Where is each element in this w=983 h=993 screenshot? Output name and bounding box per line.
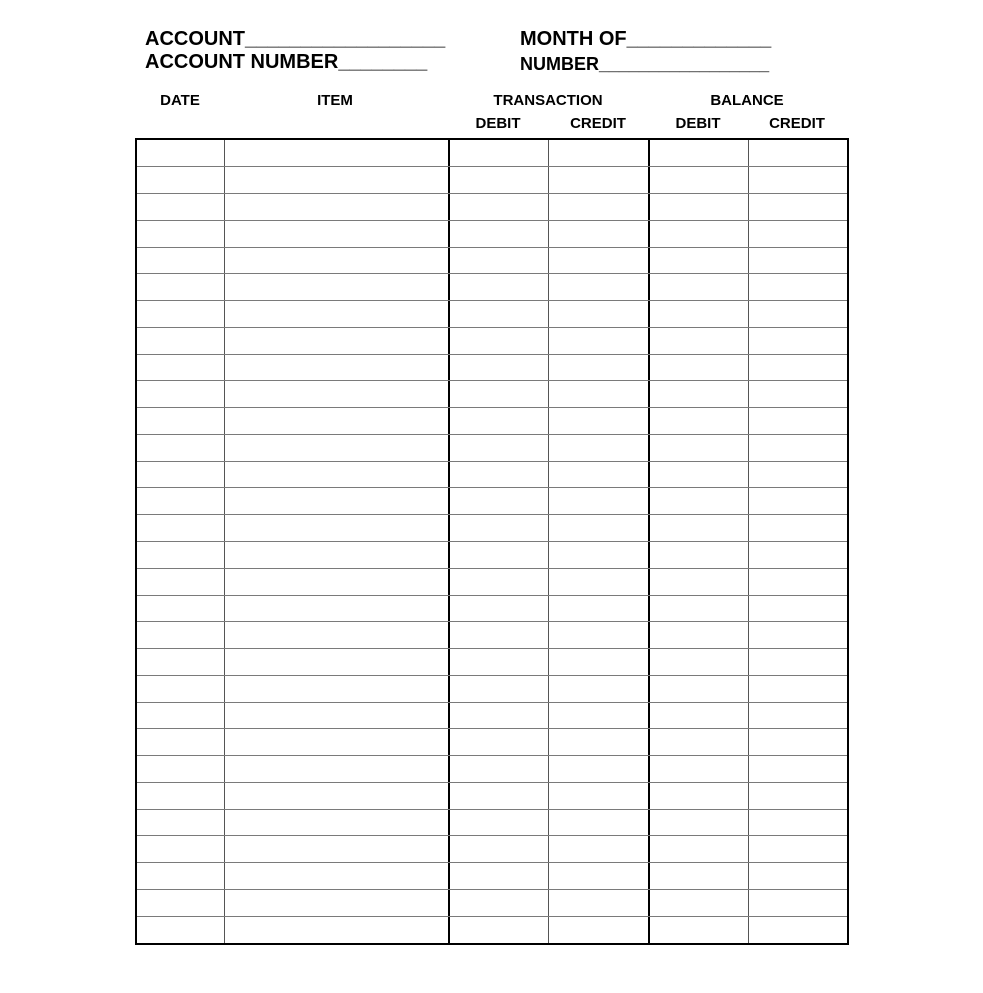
- row-line: [137, 514, 847, 515]
- row-line: [137, 621, 847, 622]
- row-line: [137, 809, 847, 810]
- account-field: ACCOUNT__________________: [145, 28, 446, 50]
- balance-column-header: BALANCE: [710, 92, 784, 109]
- row-line: [137, 300, 847, 301]
- row-line: [137, 728, 847, 729]
- number-field: NUMBER_________________: [520, 54, 770, 74]
- row-line: [137, 220, 847, 221]
- transaction-column-header: TRANSACTION: [493, 92, 603, 109]
- row-line: [137, 541, 847, 542]
- row-line: [137, 648, 847, 649]
- row-line: [137, 354, 847, 355]
- row-line: [137, 889, 847, 890]
- balance-debit-header: DEBIT: [675, 115, 721, 132]
- row-line: [137, 702, 847, 703]
- row-line: [137, 835, 847, 836]
- row-line: [137, 166, 847, 167]
- row-line: [137, 675, 847, 676]
- row-line: [137, 916, 847, 917]
- date-column-header: DATE: [160, 92, 200, 109]
- ledger-grid: [135, 138, 849, 945]
- row-line: [137, 568, 847, 569]
- row-line: [137, 327, 847, 328]
- month-of-field: MONTH OF_____________: [520, 28, 772, 50]
- row-line: [137, 595, 847, 596]
- row-line: [137, 193, 847, 194]
- row-line: [137, 461, 847, 462]
- row-line: [137, 247, 847, 248]
- row-line: [137, 434, 847, 435]
- row-line: [137, 273, 847, 274]
- row-line: [137, 407, 847, 408]
- row-line: [137, 755, 847, 756]
- transaction-debit-header: DEBIT: [475, 115, 521, 132]
- account-number-field: ACCOUNT NUMBER________: [145, 51, 428, 73]
- row-line: [137, 487, 847, 488]
- item-column-header: ITEM: [317, 92, 353, 109]
- row-line: [137, 782, 847, 783]
- row-line: [137, 862, 847, 863]
- row-line: [137, 380, 847, 381]
- transaction-credit-header: CREDIT: [570, 115, 626, 132]
- balance-credit-header: CREDIT: [769, 115, 825, 132]
